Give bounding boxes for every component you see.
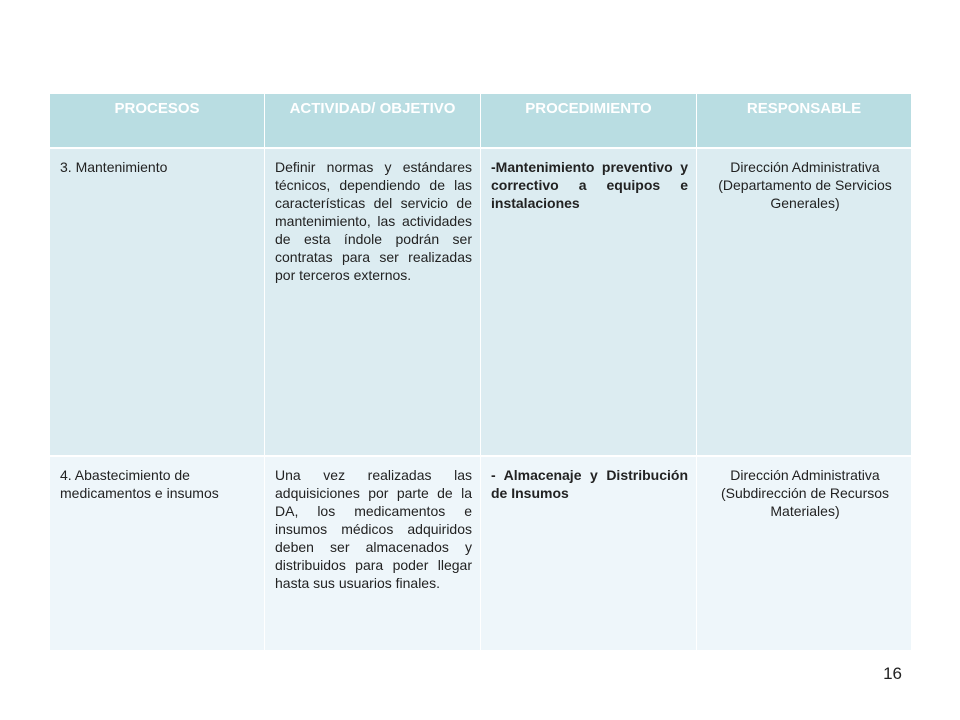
cell-proceso: 3. Mantenimiento bbox=[50, 148, 265, 456]
header-actividad-objetivo: ACTIVIDAD/ OBJETIVO bbox=[265, 94, 481, 148]
table-row bbox=[50, 456, 912, 650]
cell-proceso: 4. Abastecimiento de medicamentos e insumos bbox=[50, 456, 265, 650]
table-body bbox=[50, 148, 912, 650]
cell-procedimiento: -Mantenimiento preventivo y correctivo a equipos e instalaciones bbox=[481, 148, 697, 456]
page-number: 16 bbox=[883, 664, 902, 683]
cell-actividad: Una vez realizadas las adquisiciones por parte de la DA, los medicamentos e insumos médicos adquiridos deben ser almacenados y distribuidos para poder llegar hasta sus usuarios finales. bbox=[265, 456, 481, 650]
cell-actividad: Definir normas y estándares técnicos, dependiendo de las características del servicio de mantenimiento, las actividades de esta índole podrán ser contratas para ser realizadas por terceros externos. bbox=[265, 148, 481, 456]
header-row bbox=[50, 94, 912, 148]
process-table bbox=[49, 94, 912, 650]
cell-procedimiento: - Almacenaje y Distribución de Insumos bbox=[481, 456, 697, 650]
table-header bbox=[50, 94, 912, 148]
header-responsable: RESPONSABLE bbox=[697, 94, 912, 148]
header-procesos: PROCESOS bbox=[50, 94, 265, 148]
table-row bbox=[50, 148, 912, 456]
cell-responsable: Dirección Administrativa (Departamento de Servicios Generales) bbox=[697, 148, 912, 456]
cell-responsable: Dirección Administrativa (Subdirección de Recursos Materiales) bbox=[697, 456, 912, 650]
header-procedimiento: PROCEDIMIENTO bbox=[481, 94, 697, 148]
